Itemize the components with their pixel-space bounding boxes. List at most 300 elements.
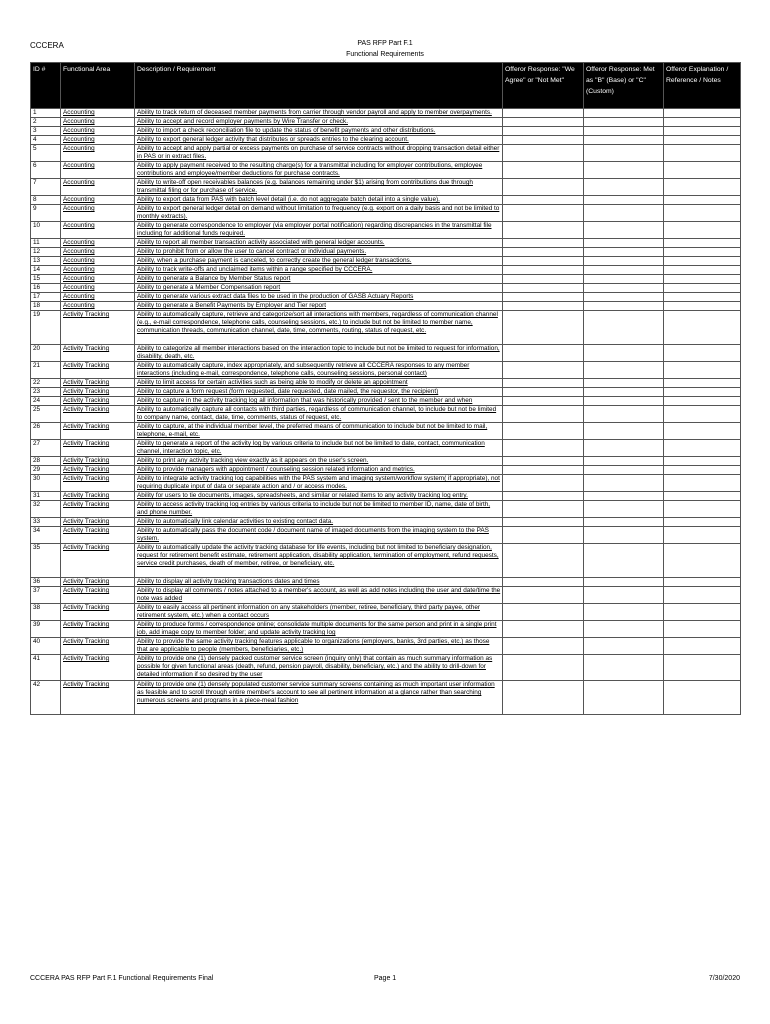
cell-id: 39 bbox=[31, 621, 61, 638]
cell-met-response[interactable] bbox=[584, 257, 664, 266]
table-row bbox=[31, 205, 741, 222]
cell-id: 7 bbox=[31, 179, 61, 196]
cell-met-response[interactable] bbox=[584, 127, 664, 136]
cell-id: 23 bbox=[31, 388, 61, 397]
cell-agree-response[interactable] bbox=[503, 118, 584, 127]
cell-agree-response[interactable] bbox=[503, 544, 584, 578]
cell-id: 13 bbox=[31, 257, 61, 266]
cell-met-response[interactable] bbox=[584, 162, 664, 179]
header-functional-area: Functional Area bbox=[61, 63, 135, 109]
cell-description: Ability to integrate activity tracking log capabilities with the PAS system and imaging system/workflow system( if appropriate), not requiring duplicate input of data or separate action and / or access modes. bbox=[135, 475, 503, 492]
table-row bbox=[31, 239, 741, 248]
table-row bbox=[31, 457, 741, 466]
cell-met-response[interactable] bbox=[584, 275, 664, 284]
cell-description: Ability to export data from PAS with batch level detail (i.e. do not aggregate batch detail into a single value). bbox=[135, 196, 503, 205]
cell-met-response[interactable] bbox=[584, 266, 664, 275]
cell-id: 9 bbox=[31, 205, 61, 222]
cell-explanation[interactable] bbox=[664, 266, 741, 275]
cell-agree-response[interactable] bbox=[503, 205, 584, 222]
cell-agree-response[interactable] bbox=[503, 423, 584, 440]
cell-description: Ability for users to tie documents, images, spreadsheets, and similar or related items to any activity tracking log entry. bbox=[135, 492, 503, 501]
cell-description: Ability to provide one (1) densely packed customer service screen (inquiry only) that contain as much summary information as possible for given functional areas (death, refund, pension payroll, disability, beneficiary, etc.) and the ability to drill-down for detailed information if so desired by the user bbox=[135, 655, 503, 681]
cell-agree-response[interactable] bbox=[503, 257, 584, 266]
org-name: CCCERA bbox=[30, 41, 64, 50]
header-explanation: Offeror Explanation / Reference / Notes bbox=[664, 63, 741, 109]
cell-agree-response[interactable] bbox=[503, 621, 584, 638]
table-row bbox=[31, 275, 741, 284]
cell-id: 19 bbox=[31, 311, 61, 345]
table-row bbox=[31, 293, 741, 302]
table-row bbox=[31, 655, 741, 681]
table-row bbox=[31, 587, 741, 604]
cell-description: Ability to track write-offs and unclaimed items within a range specified by CCCERA. bbox=[135, 266, 503, 275]
cell-met-response[interactable] bbox=[584, 406, 664, 423]
cell-met-response[interactable] bbox=[584, 604, 664, 621]
cell-met-response[interactable] bbox=[584, 388, 664, 397]
cell-id: 8 bbox=[31, 196, 61, 205]
cell-functional-area: Activity Tracking bbox=[61, 457, 135, 466]
table-row bbox=[31, 302, 741, 311]
cell-id: 42 bbox=[31, 681, 61, 715]
table-header-row bbox=[31, 63, 741, 109]
table-row bbox=[31, 397, 741, 406]
cell-functional-area: Activity Tracking bbox=[61, 397, 135, 406]
cell-explanation[interactable] bbox=[664, 145, 741, 162]
table-row bbox=[31, 638, 741, 655]
cell-met-response[interactable] bbox=[584, 118, 664, 127]
cell-agree-response[interactable] bbox=[503, 638, 584, 655]
cell-id: 6 bbox=[31, 162, 61, 179]
cell-met-response[interactable] bbox=[584, 109, 664, 118]
cell-met-response[interactable] bbox=[584, 466, 664, 475]
cell-met-response[interactable] bbox=[584, 527, 664, 544]
cell-explanation[interactable] bbox=[664, 362, 741, 379]
cell-description: Ability to provide the same activity tracking features applicable to organizations (employers, banks, 3rd parties, etc.) as those that are applicable to people (members, beneficiaries, etc.) bbox=[135, 638, 503, 655]
footer-document-name: CCCERA PAS RFP Part F.1 Functional Requirements Final bbox=[30, 975, 214, 982]
cell-met-response[interactable] bbox=[584, 423, 664, 440]
cell-explanation[interactable] bbox=[664, 406, 741, 423]
cell-agree-response[interactable] bbox=[503, 266, 584, 275]
cell-explanation[interactable] bbox=[664, 205, 741, 222]
cell-functional-area: Activity Tracking bbox=[61, 388, 135, 397]
cell-functional-area: Activity Tracking bbox=[61, 379, 135, 388]
cell-met-response[interactable] bbox=[584, 501, 664, 518]
cell-functional-area: Activity Tracking bbox=[61, 578, 135, 587]
cell-agree-response[interactable] bbox=[503, 406, 584, 423]
cell-agree-response[interactable] bbox=[503, 179, 584, 196]
table-row bbox=[31, 492, 741, 501]
cell-functional-area: Activity Tracking bbox=[61, 621, 135, 638]
cell-description: Ability to provide one (1) densely populated customer service summary screens containing as much important user information as feasible and to scroll through entire member's account to see all pertinent information at a glance rather than searching numerous screens and programs in a piece-meal fashion bbox=[135, 681, 503, 715]
cell-id: 16 bbox=[31, 284, 61, 293]
cell-id: 17 bbox=[31, 293, 61, 302]
cell-description: Ability to automatically capture, index appropriately, and subsequently retrieve all CCCERA responses to any member interactions (including e-mail, correspondence, telephone calls, counseling sessions, personal contact) bbox=[135, 362, 503, 379]
cell-explanation[interactable] bbox=[664, 222, 741, 239]
cell-met-response[interactable] bbox=[584, 578, 664, 587]
cell-agree-response[interactable] bbox=[503, 127, 584, 136]
cell-agree-response[interactable] bbox=[503, 196, 584, 205]
table-row bbox=[31, 440, 741, 457]
cell-agree-response[interactable] bbox=[503, 345, 584, 362]
cell-description: Ability to import a check reconciliation file to update the status of benefit payments and other distributions. bbox=[135, 127, 503, 136]
cell-explanation[interactable] bbox=[664, 257, 741, 266]
cell-met-response[interactable] bbox=[584, 681, 664, 715]
cell-explanation[interactable] bbox=[664, 655, 741, 681]
cell-agree-response[interactable] bbox=[503, 362, 584, 379]
cell-functional-area: Accounting bbox=[61, 127, 135, 136]
cell-description: Ability to display all comments / notes attached to a member's account, as well as add notes including the user and date/time the note was added bbox=[135, 587, 503, 604]
cell-explanation[interactable] bbox=[664, 587, 741, 604]
cell-id: 35 bbox=[31, 544, 61, 578]
cell-explanation[interactable] bbox=[664, 518, 741, 527]
cell-description: Ability to easily access all pertinent information on any stakeholders (member, retiree, beneficiary, third party payee, other retirement system, etc.) when a contact occurs bbox=[135, 604, 503, 621]
requirements-table bbox=[30, 62, 741, 715]
cell-id: 11 bbox=[31, 239, 61, 248]
cell-id: 30 bbox=[31, 475, 61, 492]
cell-functional-area: Activity Tracking bbox=[61, 527, 135, 544]
cell-agree-response[interactable] bbox=[503, 145, 584, 162]
cell-explanation[interactable] bbox=[664, 681, 741, 715]
cell-functional-area: Accounting bbox=[61, 266, 135, 275]
cell-explanation[interactable] bbox=[664, 179, 741, 196]
cell-functional-area: Activity Tracking bbox=[61, 655, 135, 681]
cell-agree-response[interactable] bbox=[503, 457, 584, 466]
cell-agree-response[interactable] bbox=[503, 222, 584, 239]
cell-functional-area: Activity Tracking bbox=[61, 440, 135, 457]
cell-explanation[interactable] bbox=[664, 136, 741, 145]
cell-id: 40 bbox=[31, 638, 61, 655]
table-row bbox=[31, 136, 741, 145]
table-row bbox=[31, 257, 741, 266]
cell-explanation[interactable] bbox=[664, 345, 741, 362]
cell-agree-response[interactable] bbox=[503, 302, 584, 311]
cell-id: 31 bbox=[31, 492, 61, 501]
cell-description: Ability to export general ledger activity that distributes or spreads entries to the clearing account. bbox=[135, 136, 503, 145]
cell-explanation[interactable] bbox=[664, 527, 741, 544]
cell-met-response[interactable] bbox=[584, 655, 664, 681]
cell-met-response[interactable] bbox=[584, 293, 664, 302]
cell-description: Ability to capture, at the individual member level, the preferred means of communication to include but not be limited to mail, telephone, e-mail, etc. bbox=[135, 423, 503, 440]
header-met-response: Offeror Response: Met as "B" (Base) or "C" (Custom) bbox=[584, 63, 664, 109]
cell-functional-area: Accounting bbox=[61, 275, 135, 284]
cell-met-response[interactable] bbox=[584, 492, 664, 501]
cell-functional-area: Accounting bbox=[61, 145, 135, 162]
cell-met-response[interactable] bbox=[584, 205, 664, 222]
cell-agree-response[interactable] bbox=[503, 604, 584, 621]
cell-agree-response[interactable] bbox=[503, 136, 584, 145]
table-row bbox=[31, 362, 741, 379]
cell-explanation[interactable] bbox=[664, 302, 741, 311]
cell-id: 12 bbox=[31, 248, 61, 257]
cell-functional-area: Activity Tracking bbox=[61, 492, 135, 501]
cell-met-response[interactable] bbox=[584, 544, 664, 578]
cell-functional-area: Activity Tracking bbox=[61, 544, 135, 578]
cell-id: 37 bbox=[31, 587, 61, 604]
cell-agree-response[interactable] bbox=[503, 466, 584, 475]
cell-met-response[interactable] bbox=[584, 302, 664, 311]
cell-explanation[interactable] bbox=[664, 457, 741, 466]
table-row bbox=[31, 284, 741, 293]
header-description: Description / Requirement bbox=[135, 63, 503, 109]
cell-agree-response[interactable] bbox=[503, 501, 584, 518]
cell-id: 14 bbox=[31, 266, 61, 275]
cell-description: Ability to capture in the activity tracking log all information that was historically provided / sent to the member and when bbox=[135, 397, 503, 406]
cell-description: Ability to generate a Balance by Member Status report bbox=[135, 275, 503, 284]
cell-met-response[interactable] bbox=[584, 311, 664, 345]
cell-met-response[interactable] bbox=[584, 145, 664, 162]
cell-description: Ability to display all activity tracking transactions dates and times bbox=[135, 578, 503, 587]
cell-functional-area: Activity Tracking bbox=[61, 311, 135, 345]
cell-explanation[interactable] bbox=[664, 604, 741, 621]
table-row bbox=[31, 621, 741, 638]
cell-met-response[interactable] bbox=[584, 196, 664, 205]
cell-explanation[interactable] bbox=[664, 388, 741, 397]
cell-description: Ability to automatically pass the document code / document name of imaged documents from the imaging system to the PAS system. bbox=[135, 527, 503, 544]
table-row bbox=[31, 527, 741, 544]
table-row bbox=[31, 266, 741, 275]
cell-functional-area: Activity Tracking bbox=[61, 406, 135, 423]
cell-id: 36 bbox=[31, 578, 61, 587]
cell-met-response[interactable] bbox=[584, 284, 664, 293]
cell-description: Ability to automatically update the activity tracking database for life events, including but not limited to beneficiary designation, request for retirement benefit estimate, retirement application, disability application, termination of employment, refund requests, service credit purchases, death of member, retiree, or beneficiary, etc. bbox=[135, 544, 503, 578]
document-title bbox=[330, 38, 440, 60]
cell-description: Ability to track return of deceased member payments from carrier through vendor payroll and apply to member overpayments. bbox=[135, 109, 503, 118]
cell-explanation[interactable] bbox=[664, 475, 741, 492]
cell-explanation[interactable] bbox=[664, 379, 741, 388]
cell-met-response[interactable] bbox=[584, 379, 664, 388]
cell-met-response[interactable] bbox=[584, 587, 664, 604]
cell-description: Ability to automatically capture all contacts with third parties, regardless of communication channel, to include but not be limited to company name, contact, date, time, comments, status of request, etc. bbox=[135, 406, 503, 423]
cell-agree-response[interactable] bbox=[503, 475, 584, 492]
cell-functional-area: Activity Tracking bbox=[61, 466, 135, 475]
cell-explanation[interactable] bbox=[664, 621, 741, 638]
table-row bbox=[31, 162, 741, 179]
cell-functional-area: Activity Tracking bbox=[61, 501, 135, 518]
cell-description: Ability to prohibit from or allow the user to cancel contract or individual payments. bbox=[135, 248, 503, 257]
cell-agree-response[interactable] bbox=[503, 578, 584, 587]
cell-met-response[interactable] bbox=[584, 440, 664, 457]
cell-id: 32 bbox=[31, 501, 61, 518]
cell-id: 3 bbox=[31, 127, 61, 136]
cell-functional-area: Activity Tracking bbox=[61, 345, 135, 362]
cell-met-response[interactable] bbox=[584, 362, 664, 379]
table-row bbox=[31, 423, 741, 440]
cell-agree-response[interactable] bbox=[503, 492, 584, 501]
cell-agree-response[interactable] bbox=[503, 311, 584, 345]
table-row bbox=[31, 222, 741, 239]
cell-functional-area: Activity Tracking bbox=[61, 423, 135, 440]
cell-agree-response[interactable] bbox=[503, 275, 584, 284]
cell-functional-area: Accounting bbox=[61, 179, 135, 196]
title-line-2: Functional Requirements bbox=[346, 51, 424, 58]
cell-id: 20 bbox=[31, 345, 61, 362]
cell-met-response[interactable] bbox=[584, 475, 664, 492]
cell-functional-area: Activity Tracking bbox=[61, 362, 135, 379]
cell-agree-response[interactable] bbox=[503, 681, 584, 715]
table-row bbox=[31, 681, 741, 715]
cell-id: 26 bbox=[31, 423, 61, 440]
table-row bbox=[31, 475, 741, 492]
cell-met-response[interactable] bbox=[584, 397, 664, 406]
cell-explanation[interactable] bbox=[664, 638, 741, 655]
table-row bbox=[31, 145, 741, 162]
cell-description: Ability to write-off open receivables balances (e.g. balances remaining under $1) arising from contributions due through transmittal filing or for purchase of service. bbox=[135, 179, 503, 196]
table-row bbox=[31, 518, 741, 527]
cell-id: 33 bbox=[31, 518, 61, 527]
cell-agree-response[interactable] bbox=[503, 388, 584, 397]
cell-id: 24 bbox=[31, 397, 61, 406]
table-row bbox=[31, 127, 741, 136]
cell-description: Ability to produce forms / correspondence online; consolidate multiple documents for the same person and print in a single print job, add image copy to member folder; and update activity tracking log bbox=[135, 621, 503, 638]
cell-met-response[interactable] bbox=[584, 518, 664, 527]
cell-met-response[interactable] bbox=[584, 457, 664, 466]
cell-agree-response[interactable] bbox=[503, 248, 584, 257]
cell-description: Ability to capture a form request (form requested, date requested, date mailed, the requestor, the recipient) bbox=[135, 388, 503, 397]
table-row bbox=[31, 118, 741, 127]
cell-explanation[interactable] bbox=[664, 423, 741, 440]
cell-id: 29 bbox=[31, 466, 61, 475]
cell-functional-area: Accounting bbox=[61, 109, 135, 118]
table-row bbox=[31, 544, 741, 578]
cell-met-response[interactable] bbox=[584, 239, 664, 248]
cell-description: Ability to print any activity tracking view exactly as it appears on the user's screen. bbox=[135, 457, 503, 466]
cell-description: Ability to categorize all member interactions based on the interaction topic to include but not be limited to request for information, disability, death, etc. bbox=[135, 345, 503, 362]
cell-id: 28 bbox=[31, 457, 61, 466]
cell-agree-response[interactable] bbox=[503, 379, 584, 388]
cell-functional-area: Accounting bbox=[61, 293, 135, 302]
table-row bbox=[31, 179, 741, 196]
cell-explanation[interactable] bbox=[664, 109, 741, 118]
table-row bbox=[31, 248, 741, 257]
cell-functional-area: Accounting bbox=[61, 257, 135, 266]
cell-agree-response[interactable] bbox=[503, 655, 584, 681]
table-row bbox=[31, 578, 741, 587]
cell-agree-response[interactable] bbox=[503, 518, 584, 527]
cell-explanation[interactable] bbox=[664, 311, 741, 345]
cell-functional-area: Accounting bbox=[61, 205, 135, 222]
cell-functional-area: Activity Tracking bbox=[61, 638, 135, 655]
cell-functional-area: Activity Tracking bbox=[61, 518, 135, 527]
cell-id: 18 bbox=[31, 302, 61, 311]
cell-description: Ability to access activity tracking log entries by various criteria to include but not be limited to member ID, name, date of birth, and phone number. bbox=[135, 501, 503, 518]
cell-agree-response[interactable] bbox=[503, 397, 584, 406]
cell-met-response[interactable] bbox=[584, 638, 664, 655]
footer-page-number: Page 1 bbox=[374, 975, 397, 982]
cell-description: Ability to apply payment received to the resulting charge(s) for a transmittal including for employer contributions, employee contributions and employee/member deductions for purchase contracts. bbox=[135, 162, 503, 179]
cell-agree-response[interactable] bbox=[503, 293, 584, 302]
table-row bbox=[31, 388, 741, 397]
cell-id: 25 bbox=[31, 406, 61, 423]
cell-description: Ability to report all member transaction activity associated with general ledger accounts. bbox=[135, 239, 503, 248]
cell-description: Ability to provide managers with appointment / counseling session related information and metrics. bbox=[135, 466, 503, 475]
cell-agree-response[interactable] bbox=[503, 109, 584, 118]
table-row bbox=[31, 379, 741, 388]
cell-agree-response[interactable] bbox=[503, 162, 584, 179]
cell-explanation[interactable] bbox=[664, 501, 741, 518]
cell-functional-area: Accounting bbox=[61, 248, 135, 257]
cell-id: 22 bbox=[31, 379, 61, 388]
cell-met-response[interactable] bbox=[584, 136, 664, 145]
cell-explanation[interactable] bbox=[664, 248, 741, 257]
cell-agree-response[interactable] bbox=[503, 587, 584, 604]
cell-description: Ability to generate various extract data files to be used in the production of GASB Actuary Reports bbox=[135, 293, 503, 302]
cell-explanation[interactable] bbox=[664, 578, 741, 587]
cell-explanation[interactable] bbox=[664, 466, 741, 475]
cell-met-response[interactable] bbox=[584, 179, 664, 196]
cell-agree-response[interactable] bbox=[503, 440, 584, 457]
title-line-1: PAS RFP Part F.1 bbox=[357, 40, 413, 47]
cell-explanation[interactable] bbox=[664, 440, 741, 457]
cell-agree-response[interactable] bbox=[503, 527, 584, 544]
cell-agree-response[interactable] bbox=[503, 284, 584, 293]
cell-functional-area: Accounting bbox=[61, 222, 135, 239]
cell-explanation[interactable] bbox=[664, 196, 741, 205]
cell-explanation[interactable] bbox=[664, 284, 741, 293]
cell-functional-area: Activity Tracking bbox=[61, 475, 135, 492]
table-row bbox=[31, 466, 741, 475]
cell-description: Ability to accept and apply partial or excess payments on purchase of service contracts without dropping transaction detail either in PAS or in extract files. bbox=[135, 145, 503, 162]
header-agree-response: Offeror Response: "We Agree" or "Not Met" bbox=[503, 63, 584, 109]
cell-explanation[interactable] bbox=[664, 162, 741, 179]
cell-description: Ability to accept and record employer payments by Wire Transfer or check. bbox=[135, 118, 503, 127]
cell-id: 2 bbox=[31, 118, 61, 127]
cell-explanation[interactable] bbox=[664, 127, 741, 136]
cell-id: 5 bbox=[31, 145, 61, 162]
cell-functional-area: Activity Tracking bbox=[61, 604, 135, 621]
cell-id: 21 bbox=[31, 362, 61, 379]
cell-explanation[interactable] bbox=[664, 118, 741, 127]
cell-met-response[interactable] bbox=[584, 345, 664, 362]
cell-explanation[interactable] bbox=[664, 397, 741, 406]
cell-explanation[interactable] bbox=[664, 293, 741, 302]
cell-functional-area: Accounting bbox=[61, 196, 135, 205]
cell-description: Ability to generate a Benefit Payments by Employer and Tier report bbox=[135, 302, 503, 311]
cell-id: 41 bbox=[31, 655, 61, 681]
cell-description: Ability to automatically link calendar activities to existing contact data. bbox=[135, 518, 503, 527]
cell-description: Ability to generate correspondence to employer (via employer portal notification) regarding discrepancies in the transmittal file including for additional funds required. bbox=[135, 222, 503, 239]
cell-explanation[interactable] bbox=[664, 239, 741, 248]
cell-functional-area: Accounting bbox=[61, 302, 135, 311]
table-row bbox=[31, 406, 741, 423]
cell-functional-area: Accounting bbox=[61, 239, 135, 248]
cell-functional-area: Accounting bbox=[61, 118, 135, 127]
cell-functional-area: Activity Tracking bbox=[61, 587, 135, 604]
cell-functional-area: Accounting bbox=[61, 136, 135, 145]
header-id: ID # bbox=[31, 63, 61, 109]
cell-id: 38 bbox=[31, 604, 61, 621]
cell-id: 34 bbox=[31, 527, 61, 544]
cell-description: Ability to export general ledger detail on demand without limitation to frequency (e.g. export on a daily basis and not be limited to monthly extracts). bbox=[135, 205, 503, 222]
cell-explanation[interactable] bbox=[664, 492, 741, 501]
cell-description: Ability, when a purchase payment is canceled, to correctly create the general ledger transactions. bbox=[135, 257, 503, 266]
cell-explanation[interactable] bbox=[664, 275, 741, 284]
cell-id: 27 bbox=[31, 440, 61, 457]
cell-description: Ability to generate a Member Compensation report bbox=[135, 284, 503, 293]
cell-id: 10 bbox=[31, 222, 61, 239]
cell-functional-area: Accounting bbox=[61, 162, 135, 179]
cell-id: 1 bbox=[31, 109, 61, 118]
footer-date: 7/30/2020 bbox=[708, 975, 740, 982]
cell-explanation[interactable] bbox=[664, 544, 741, 578]
cell-agree-response[interactable] bbox=[503, 239, 584, 248]
table-row bbox=[31, 604, 741, 621]
table-row bbox=[31, 109, 741, 118]
cell-met-response[interactable] bbox=[584, 222, 664, 239]
cell-description: Ability to automatically capture, retrieve and categorize/sort all interactions with members, regardless of communication channel (e.g., e-mail correspondence, telephone calls, counseling sessions, etc.) to include but not be limited to member name, communication threads, communication channel, date, time, comments, routing, status of request, etc. bbox=[135, 311, 503, 345]
cell-met-response[interactable] bbox=[584, 248, 664, 257]
cell-description: Ability to limit access for certain activities such as being able to modify or delete an appointment bbox=[135, 379, 503, 388]
cell-met-response[interactable] bbox=[584, 621, 664, 638]
